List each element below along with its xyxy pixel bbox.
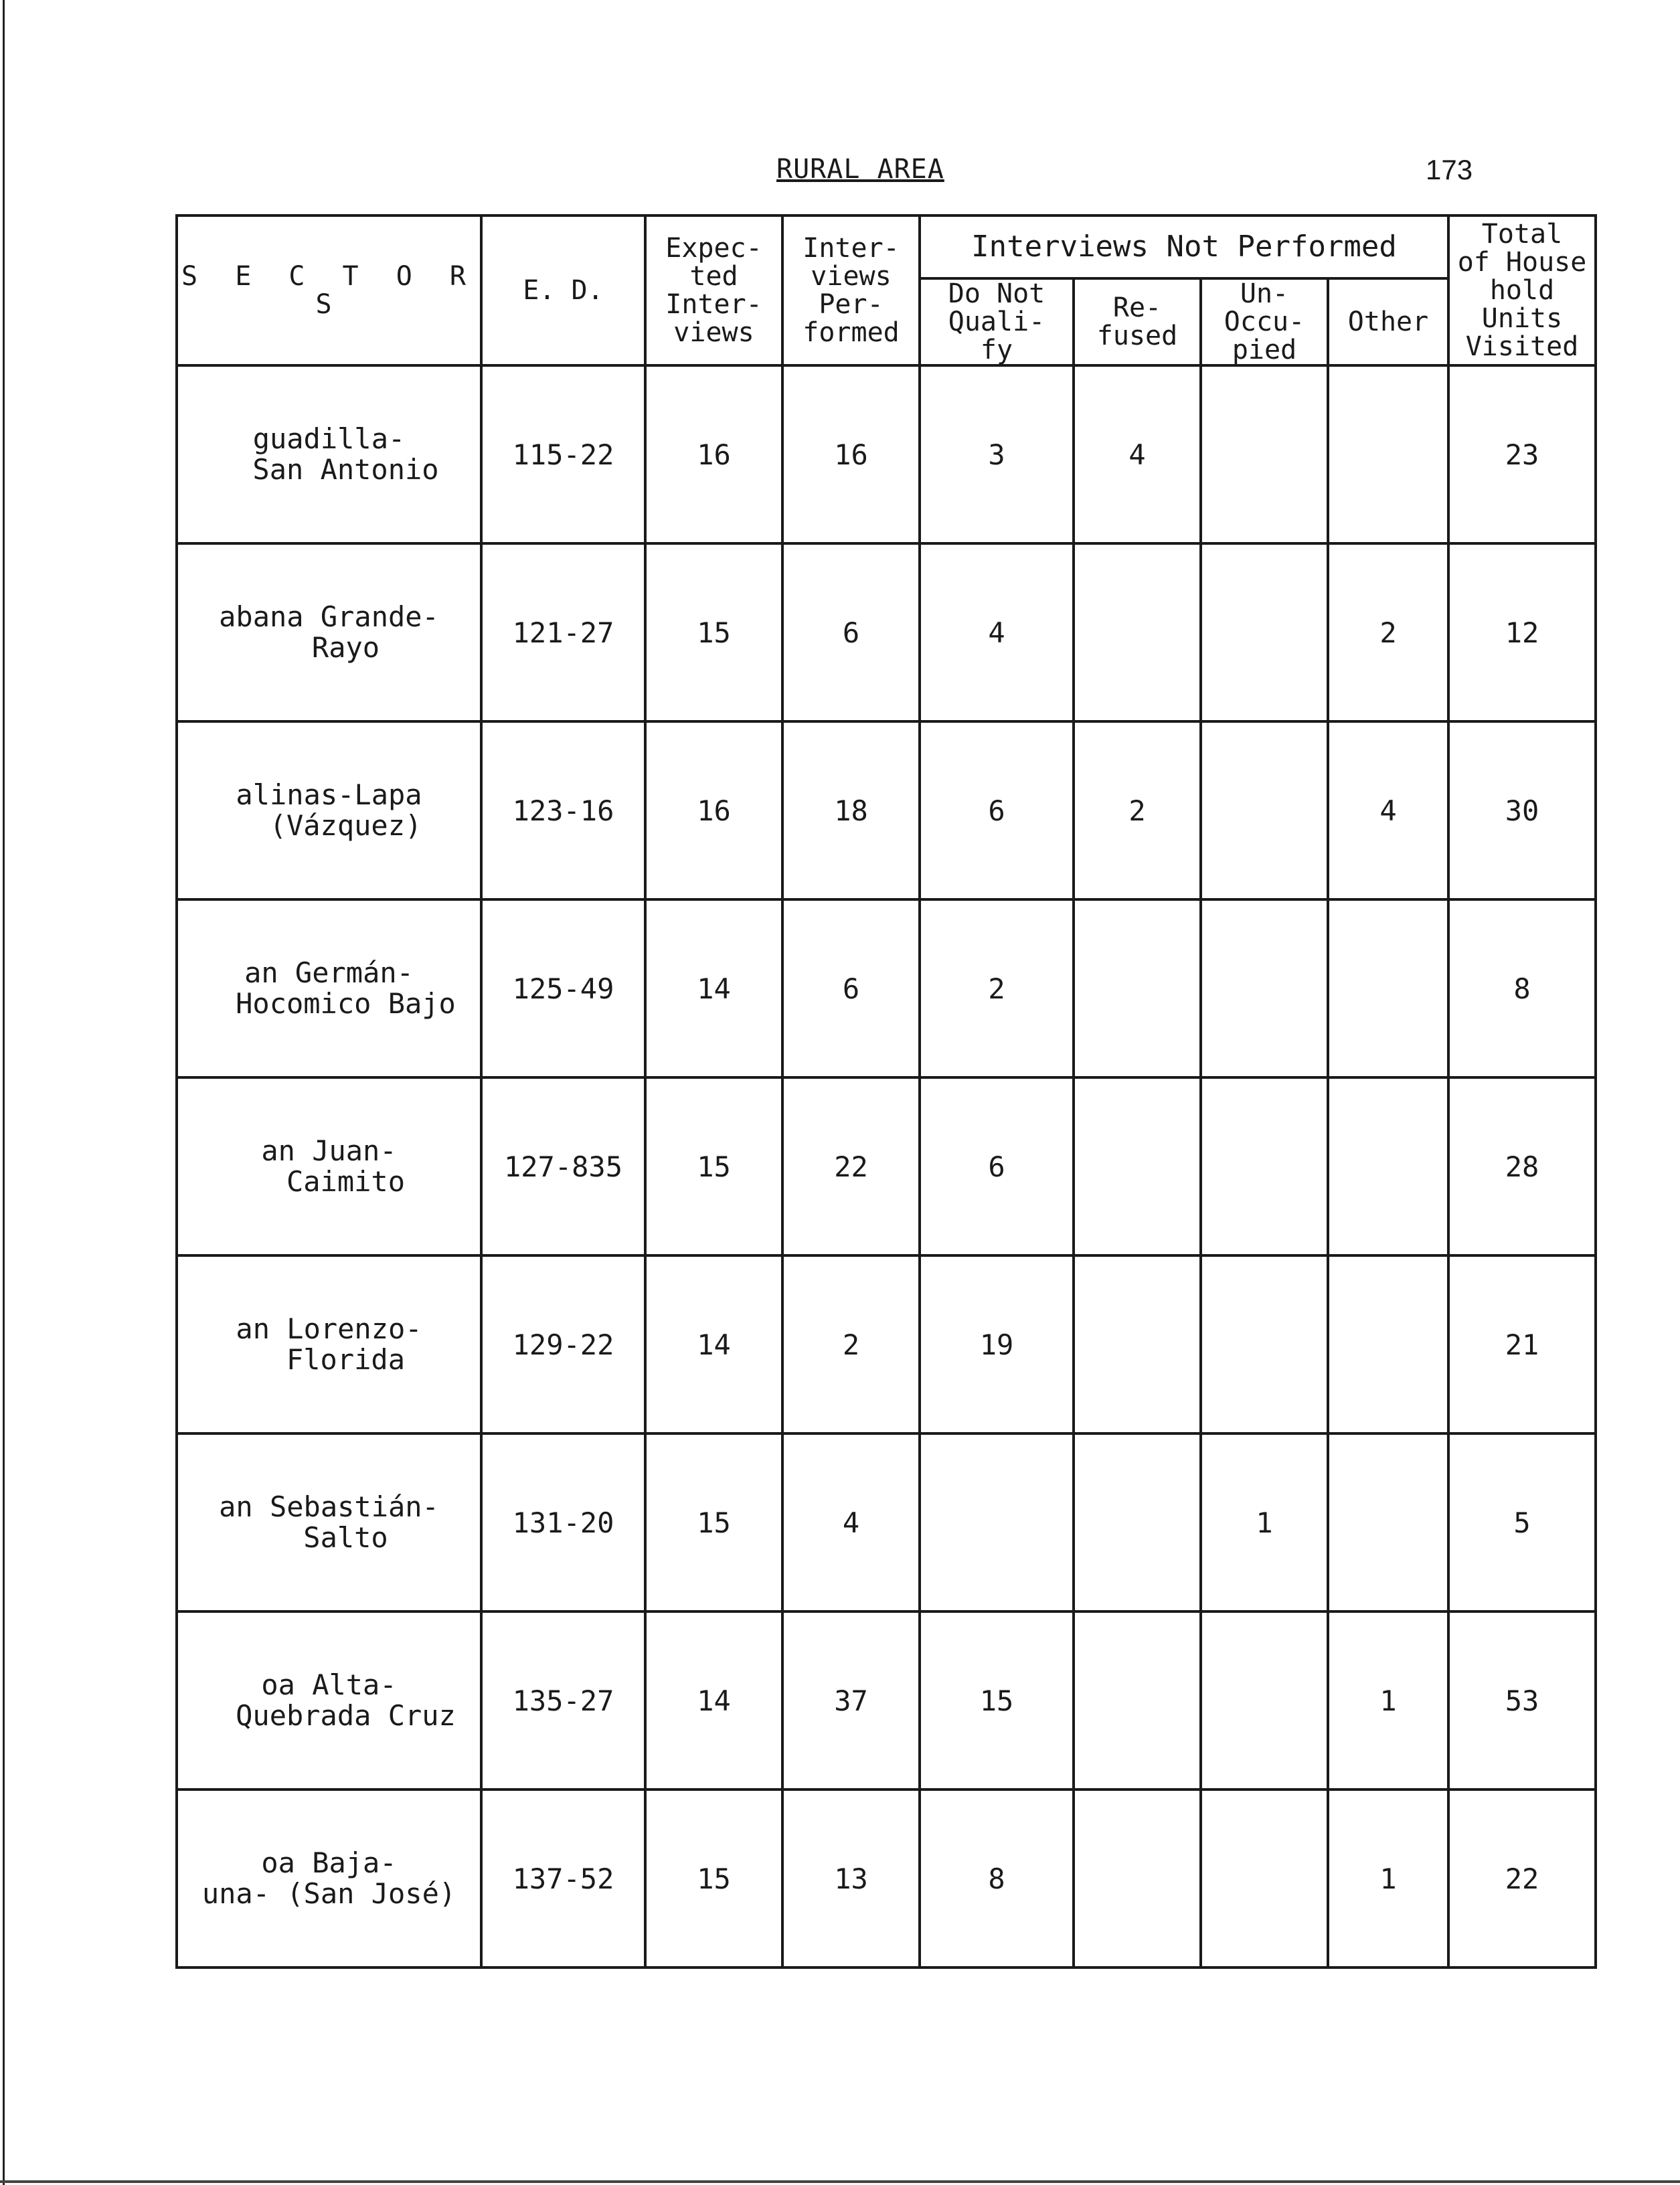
total-cell: 23 <box>1448 365 1596 543</box>
sector-cell <box>177 365 481 543</box>
sector-name: Florida <box>286 1343 405 1376</box>
do-not-qualify-cell: 6 <box>920 721 1074 899</box>
header-other: Other <box>1328 278 1448 365</box>
ed-cell: 115-22 <box>481 365 645 543</box>
unoccupied-cell <box>1201 1255 1328 1433</box>
sector-cell <box>177 1789 481 1968</box>
sector-name: Rayo <box>311 631 380 664</box>
header-total-line: Units <box>1481 303 1563 334</box>
sector-name: an Juan- <box>261 1134 397 1167</box>
header-expected-line: Expec- <box>665 233 762 264</box>
header-performed-line: Per- <box>819 289 884 320</box>
table-row <box>177 365 1596 543</box>
sector-cell <box>177 1077 481 1255</box>
sector-cell <box>177 721 481 899</box>
page-number: 173 <box>1426 154 1473 185</box>
ed-cell: 127-835 <box>481 1077 645 1255</box>
sector-cell <box>177 1611 481 1789</box>
rural-area-table <box>175 214 1597 1969</box>
do-not-qualify-cell: 3 <box>920 365 1074 543</box>
total-cell: 30 <box>1448 721 1596 899</box>
do-not-qualify-cell: 6 <box>920 1077 1074 1255</box>
sector-name: abana Grande- <box>219 600 439 633</box>
ed-cell: 135-27 <box>481 1611 645 1789</box>
table-row <box>177 1255 1596 1433</box>
header-performed-line: formed <box>803 317 900 348</box>
page-edge-left <box>3 0 5 2185</box>
table-row <box>177 721 1596 899</box>
do-not-qualify-cell <box>920 1433 1074 1611</box>
sector-name: alinas-Lapa <box>236 778 422 811</box>
header-total <box>1448 215 1596 365</box>
header-performed <box>782 215 920 365</box>
header-unoccupied-line: Un- <box>1240 278 1289 309</box>
expected-cell: 15 <box>645 543 782 721</box>
header-refused-line: Re- <box>1112 292 1162 323</box>
header-unoccupied-line: pied <box>1232 335 1297 365</box>
sector-name: an Germán- <box>244 956 414 989</box>
header-expected-line: Inter- <box>665 289 762 320</box>
unoccupied-cell <box>1201 899 1328 1077</box>
sector-name: oa Alta- <box>261 1668 397 1701</box>
page-title: RURAL AREA <box>776 154 944 185</box>
refused-cell <box>1074 1433 1201 1611</box>
unoccupied-cell <box>1201 1789 1328 1968</box>
unoccupied-cell <box>1201 721 1328 899</box>
unoccupied-cell <box>1201 365 1328 543</box>
other-cell <box>1328 365 1448 543</box>
other-cell <box>1328 899 1448 1077</box>
refused-cell <box>1074 899 1201 1077</box>
ed-cell: 121-27 <box>481 543 645 721</box>
other-cell <box>1328 1255 1448 1433</box>
other-cell: 4 <box>1328 721 1448 899</box>
performed-cell: 13 <box>782 1789 920 1968</box>
sector-cell <box>177 543 481 721</box>
header-dnq-line: fy <box>980 335 1013 365</box>
sector-name: an Lorenzo- <box>236 1312 422 1345</box>
expected-cell: 14 <box>645 899 782 1077</box>
other-cell: 1 <box>1328 1611 1448 1789</box>
header-sectors: S E C T O R S <box>177 215 481 365</box>
other-cell: 1 <box>1328 1789 1448 1968</box>
sector-name: una- (San José) <box>201 1877 456 1910</box>
do-not-qualify-cell: 15 <box>920 1611 1074 1789</box>
expected-cell: 14 <box>645 1255 782 1433</box>
sector-name: Salto <box>303 1521 388 1554</box>
ed-cell: 129-22 <box>481 1255 645 1433</box>
refused-cell <box>1074 1789 1201 1968</box>
header-performed-line: views <box>811 261 892 292</box>
refused-cell: 2 <box>1074 721 1201 899</box>
sector-name: oa Baja- <box>261 1846 397 1879</box>
do-not-qualify-cell: 2 <box>920 899 1074 1077</box>
total-cell: 21 <box>1448 1255 1596 1433</box>
do-not-qualify-cell: 8 <box>920 1789 1074 1968</box>
header-do-not-qualify <box>920 278 1074 365</box>
expected-cell: 16 <box>645 365 782 543</box>
sector-cell <box>177 1433 481 1611</box>
performed-cell: 6 <box>782 543 920 721</box>
performed-cell: 16 <box>782 365 920 543</box>
ed-cell: 125-49 <box>481 899 645 1077</box>
other-cell <box>1328 1433 1448 1611</box>
header-expected-line: views <box>673 317 754 348</box>
performed-cell: 4 <box>782 1433 920 1611</box>
header-dnq-line: Quali- <box>948 307 1045 337</box>
unoccupied-cell <box>1201 1611 1328 1789</box>
header-not-performed: Interviews Not Performed <box>920 215 1448 278</box>
header-total-line: Total <box>1481 219 1563 250</box>
header-dnq-line: Do Not <box>948 278 1045 309</box>
refused-cell <box>1074 1611 1201 1789</box>
expected-cell: 16 <box>645 721 782 899</box>
table-row <box>177 899 1596 1077</box>
ed-cell: 137-52 <box>481 1789 645 1968</box>
header-unoccupied-line: Occu- <box>1224 307 1305 337</box>
header-unoccupied <box>1201 278 1328 365</box>
total-cell: 12 <box>1448 543 1596 721</box>
other-cell: 2 <box>1328 543 1448 721</box>
header-total-line: Visited <box>1465 331 1579 362</box>
header-performed-line: Inter- <box>803 233 900 264</box>
header-expected-line: ted <box>689 261 738 292</box>
sector-name: an Sebastián- <box>219 1490 439 1523</box>
other-cell <box>1328 1077 1448 1255</box>
do-not-qualify-cell: 19 <box>920 1255 1074 1433</box>
ed-cell: 131-20 <box>481 1433 645 1611</box>
sector-name: Quebrada Cruz <box>236 1699 456 1732</box>
table-row <box>177 543 1596 721</box>
performed-cell: 37 <box>782 1611 920 1789</box>
total-cell: 8 <box>1448 899 1596 1077</box>
performed-cell: 18 <box>782 721 920 899</box>
refused-cell <box>1074 1255 1201 1433</box>
do-not-qualify-cell: 4 <box>920 543 1074 721</box>
total-cell: 22 <box>1448 1789 1596 1968</box>
unoccupied-cell <box>1201 1077 1328 1255</box>
header-expected <box>645 215 782 365</box>
header-total-line: of House <box>1457 247 1587 278</box>
unoccupied-cell <box>1201 543 1328 721</box>
header-ed: E. D. <box>481 215 645 365</box>
sector-name: guadilla- <box>252 422 406 455</box>
performed-cell: 2 <box>782 1255 920 1433</box>
table-row <box>177 1077 1596 1255</box>
total-cell: 28 <box>1448 1077 1596 1255</box>
page-edge-bottom <box>0 2180 1680 2183</box>
sector-name: San Antonio <box>252 453 439 486</box>
table-row <box>177 1433 1596 1611</box>
header-total-line: hold <box>1489 275 1555 306</box>
total-cell: 5 <box>1448 1433 1596 1611</box>
performed-cell: 22 <box>782 1077 920 1255</box>
sector-name: (Vázquez) <box>269 809 422 842</box>
sector-cell <box>177 1255 481 1433</box>
sector-name: Caimito <box>286 1165 405 1198</box>
refused-cell <box>1074 543 1201 721</box>
performed-cell: 6 <box>782 899 920 1077</box>
ed-cell: 123-16 <box>481 721 645 899</box>
expected-cell: 14 <box>645 1611 782 1789</box>
expected-cell: 15 <box>645 1789 782 1968</box>
header-refused-line: fused <box>1096 321 1178 351</box>
sector-name: Hocomico Bajo <box>236 987 456 1020</box>
refused-cell <box>1074 1077 1201 1255</box>
expected-cell: 15 <box>645 1433 782 1611</box>
total-cell: 53 <box>1448 1611 1596 1789</box>
unoccupied-cell: 1 <box>1201 1433 1328 1611</box>
header-refused <box>1074 278 1201 365</box>
expected-cell: 15 <box>645 1077 782 1255</box>
table-row <box>177 1789 1596 1968</box>
sector-cell <box>177 899 481 1077</box>
refused-cell: 4 <box>1074 365 1201 543</box>
table-row <box>177 1611 1596 1789</box>
